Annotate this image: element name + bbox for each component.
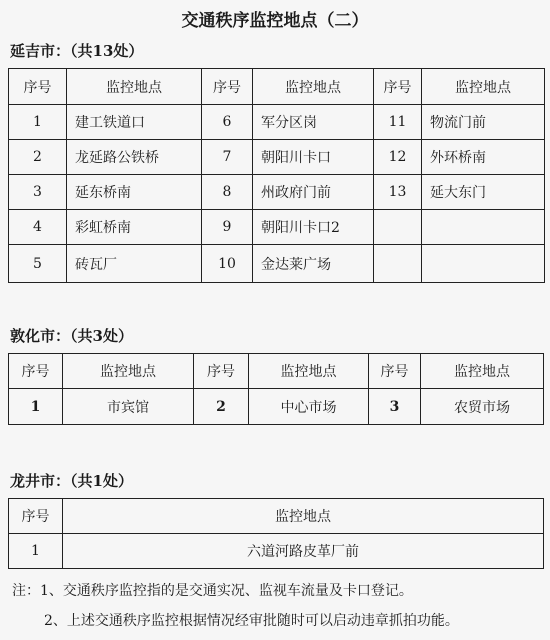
cell-location: 龙延路公铁桥: [67, 140, 202, 175]
col-header-no: 序号: [9, 69, 67, 105]
cell-no: 2: [194, 389, 249, 425]
cell-location: [422, 245, 545, 283]
cell-no: 3: [9, 175, 67, 210]
longjing-table: [8, 498, 544, 569]
cell-location: 外环桥南: [422, 140, 545, 175]
cell-no: 12: [374, 140, 422, 175]
table-row: [9, 105, 545, 140]
col-header-no: 序号: [369, 354, 421, 389]
cell-no: 6: [202, 105, 253, 140]
note-line-2: 2、上述交通秩序监控根据情况经审批随时可以启动违章抓拍功能。: [44, 613, 459, 629]
table-header-row: [9, 499, 544, 534]
cell-no: 1: [9, 389, 63, 425]
cell-no: [374, 210, 422, 245]
table-row: [9, 210, 545, 245]
col-header-location: 监控地点: [253, 69, 374, 105]
col-header-no: 序号: [9, 499, 63, 534]
cell-location: 彩虹桥南: [67, 210, 202, 245]
cell-no: 4: [9, 210, 67, 245]
col-header-no: 序号: [202, 69, 253, 105]
cell-no: 13: [374, 175, 422, 210]
cell-location: 军分区岗: [253, 105, 374, 140]
table-row: [9, 175, 545, 210]
table-header-row: [9, 354, 544, 389]
cell-location: 物流门前: [422, 105, 545, 140]
col-header-location: 监控地点: [421, 354, 544, 389]
table-row: [9, 389, 544, 425]
table-row: [9, 140, 545, 175]
cell-no: 8: [202, 175, 253, 210]
col-header-no: 序号: [9, 354, 63, 389]
note-line-1: 注：1、交通秩序监控指的是交通实况、监视车流量及卡口登记。: [12, 583, 413, 599]
cell-location: [422, 210, 545, 245]
cell-no: 3: [369, 389, 421, 425]
col-header-no: 序号: [194, 354, 249, 389]
col-header-location: 监控地点: [249, 354, 369, 389]
cell-no: 10: [202, 245, 253, 283]
cell-no: 1: [9, 105, 67, 140]
cell-location: 建工铁道口: [67, 105, 202, 140]
cell-no: 2: [9, 140, 67, 175]
cell-location: 朝阳川卡口: [253, 140, 374, 175]
cell-no: 1: [9, 534, 63, 569]
cell-location: 州政府门前: [253, 175, 374, 210]
longjing-heading: 龙井市：（共1处）: [10, 472, 133, 490]
cell-no: [374, 245, 422, 283]
cell-location: 金达莱广场: [253, 245, 374, 283]
page-title: 交通秩序监控地点（二）: [181, 11, 369, 31]
table-header-row: [9, 69, 545, 105]
cell-location: 朝阳川卡口2: [253, 210, 374, 245]
yanji-heading: 延吉市：（共13处）: [10, 42, 144, 60]
cell-location: 延东桥南: [67, 175, 202, 210]
cell-no: 11: [374, 105, 422, 140]
cell-no: 9: [202, 210, 253, 245]
table-row: [9, 245, 545, 283]
cell-location: 农贸市场: [421, 389, 544, 425]
col-header-location: 监控地点: [63, 499, 544, 534]
cell-no: 7: [202, 140, 253, 175]
col-header-location: 监控地点: [63, 354, 194, 389]
cell-location: 六道河路皮革厂前: [63, 534, 544, 569]
cell-location: 砖瓦厂: [67, 245, 202, 283]
cell-no: 5: [9, 245, 67, 283]
cell-location: 延大东门: [422, 175, 545, 210]
dunhua-table: [8, 353, 544, 425]
table-row: [9, 534, 544, 569]
cell-location: 中心市场: [249, 389, 369, 425]
col-header-location: 监控地点: [67, 69, 202, 105]
dunhua-heading: 敦化市：（共3处）: [10, 327, 133, 345]
yanji-table: [8, 68, 545, 283]
cell-location: 市宾馆: [63, 389, 194, 425]
col-header-no: 序号: [374, 69, 422, 105]
col-header-location: 监控地点: [422, 69, 545, 105]
